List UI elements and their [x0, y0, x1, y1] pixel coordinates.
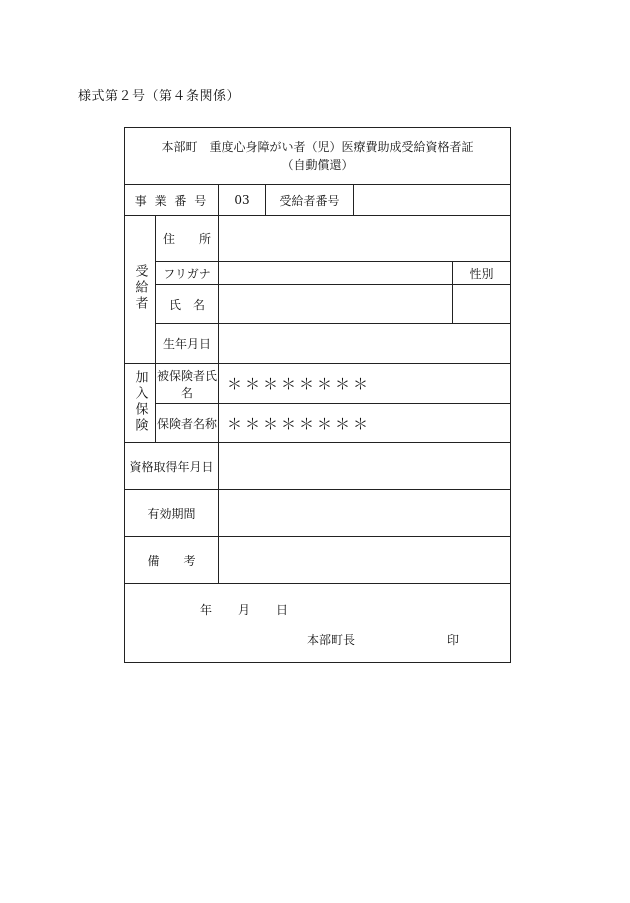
business-number-label: 事 業 番 号 [125, 185, 219, 216]
validity-value [219, 490, 511, 537]
recipient-number-label: 受給者番号 [266, 185, 354, 216]
name-value [219, 285, 453, 324]
certificate-table [124, 127, 511, 663]
insurance-group-cell [125, 364, 156, 443]
insured-name-value: ＊＊＊＊＊＊＊＊ [219, 364, 511, 404]
date-year: 年 [200, 603, 213, 617]
birthdate-value [219, 324, 511, 364]
seal-mark: 印 [447, 633, 460, 647]
insurer-name-value: ＊＊＊＊＊＊＊＊ [219, 404, 511, 443]
address-value [219, 216, 511, 262]
insured-name-label: 被保険者氏名 [156, 364, 219, 404]
certificate-title [125, 128, 511, 185]
recipient-number-value [354, 185, 511, 216]
insurer-name-label: 保険者名称 [156, 404, 219, 443]
gender-value [453, 285, 511, 324]
issue-date [200, 601, 288, 618]
title-line-2: （自動償還） [281, 158, 354, 172]
qualification-date-label: 資格取得年月日 [125, 443, 219, 490]
remarks-label: 備 考 [125, 537, 219, 584]
date-month: 月 [238, 603, 251, 617]
title-line-1: 本部町 重度心身障がい者（児）医療費助成受給資格者証 [161, 140, 474, 154]
mayor-label: 本部町長 [307, 633, 356, 647]
name-label: 氏 名 [156, 285, 219, 324]
insurance-group-label: 加入保険 [132, 369, 148, 434]
business-number-value: 03 [219, 185, 266, 216]
gender-label: 性別 [453, 262, 511, 285]
furigana-label: フリガナ [156, 262, 219, 285]
birthdate-label: 生年月日 [156, 324, 219, 364]
recipient-group-cell [125, 216, 156, 364]
issue-footer [125, 584, 511, 663]
date-day: 日 [276, 603, 289, 617]
furigana-value [219, 262, 453, 285]
form-number: 様式第２号（第４条関係） [78, 89, 241, 104]
recipient-group-label: 受給者 [132, 264, 148, 312]
validity-label: 有効期間 [125, 490, 219, 537]
address-label: 住 所 [156, 216, 219, 262]
qualification-date-value [219, 443, 511, 490]
remarks-value [219, 537, 511, 584]
